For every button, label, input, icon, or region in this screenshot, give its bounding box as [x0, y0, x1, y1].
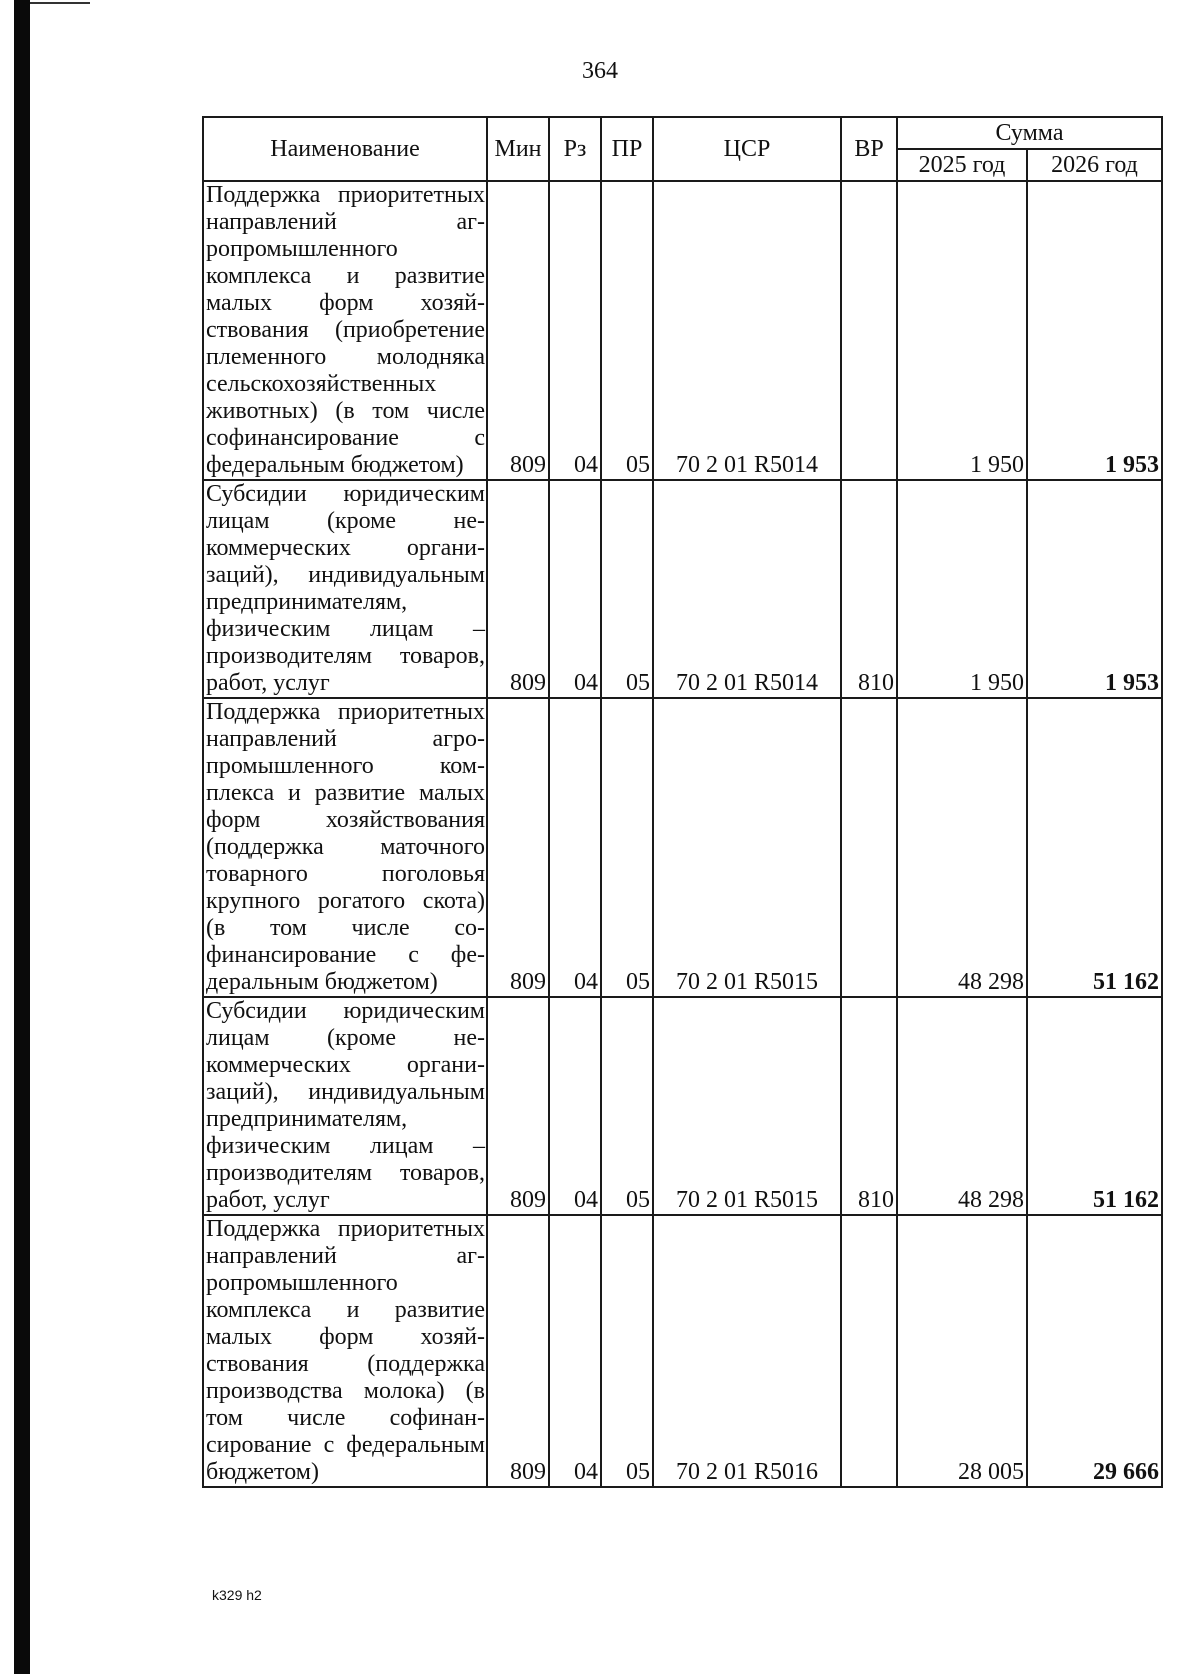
row-csr: 70 2 01 R5016: [653, 1215, 841, 1487]
row-csr: 70 2 01 R5015: [653, 997, 841, 1215]
row-2026: 1 953: [1027, 181, 1162, 480]
scan-edge-shadow: [14, 0, 30, 1674]
row-pr: 05: [601, 698, 653, 997]
header-name: Наименование: [203, 117, 487, 181]
row-vr: 810: [841, 997, 897, 1215]
row-rz: 04: [549, 997, 601, 1215]
row-rz: 04: [549, 181, 601, 480]
table-row: [203, 997, 1162, 1215]
row-csr: 70 2 01 R5015: [653, 698, 841, 997]
header-sum: Сумма: [897, 117, 1162, 149]
header-2025: 2025 год: [897, 149, 1027, 181]
row-name: Поддержка приоритетных направлений агропромышленного комплекса и развитие малых форм хозяйствования (поддержка маточного товарного поголовья крупного рогатого скота) (в том числе софинансирование с федеральным бюджетом): [203, 698, 487, 997]
table-row: [203, 181, 1162, 480]
header-2026: 2026 год: [1027, 149, 1162, 181]
row-pr: 05: [601, 997, 653, 1215]
row-csr: 70 2 01 R5014: [653, 480, 841, 698]
row-pr: 05: [601, 181, 653, 480]
footer-code: k329 h2: [212, 1587, 262, 1603]
table-row: [203, 1215, 1162, 1487]
row-2025: 1 950: [897, 480, 1027, 698]
row-min: 809: [487, 997, 549, 1215]
page-number: 364: [582, 58, 618, 84]
row-2026: 51 162: [1027, 997, 1162, 1215]
row-vr: [841, 1215, 897, 1487]
row-name: Поддержка приоритетных направлений агропромышленного комплекса и развитие малых форм хозяйствования (поддержка производства молока) (в том числе софинансирование с федеральным бюджетом): [203, 1215, 487, 1487]
header-vr: ВР: [841, 117, 897, 181]
header-pr: ПР: [601, 117, 653, 181]
header-min: Мин: [487, 117, 549, 181]
row-2026: 51 162: [1027, 698, 1162, 997]
row-csr: 70 2 01 R5014: [653, 181, 841, 480]
budget-table: [202, 116, 1163, 1488]
row-pr: 05: [601, 1215, 653, 1487]
row-pr: 05: [601, 480, 653, 698]
row-min: 809: [487, 181, 549, 480]
row-2025: 48 298: [897, 698, 1027, 997]
table-row: [203, 698, 1162, 997]
row-rz: 04: [549, 1215, 601, 1487]
row-2025: 28 005: [897, 1215, 1027, 1487]
row-2026: 29 666: [1027, 1215, 1162, 1487]
header-rz: Рз: [549, 117, 601, 181]
row-rz: 04: [549, 698, 601, 997]
header-csr: ЦСР: [653, 117, 841, 181]
row-min: 809: [487, 698, 549, 997]
row-min: 809: [487, 480, 549, 698]
row-name: Поддержка приоритетных направлений агропромышленного комплекса и развитие малых форм хозяйствования (приобретение племенного молодняка сельскохозяйственных животных) (в том числе софинансирование с федеральным бюджетом): [203, 181, 487, 480]
row-2026: 1 953: [1027, 480, 1162, 698]
scan-edge-mark: [30, 2, 90, 4]
row-name: Субсидии юридическим лицам (кроме некоммерческих организаций), индивидуальным предпринимателям, физическим лицам – производителям товаров, работ, услуг: [203, 997, 487, 1215]
row-min: 809: [487, 1215, 549, 1487]
row-2025: 1 950: [897, 181, 1027, 480]
row-vr: [841, 698, 897, 997]
row-name: Субсидии юридическим лицам (кроме некоммерческих организаций), индивидуальным предпринимателям, физическим лицам – производителям товаров, работ, услуг: [203, 480, 487, 698]
row-vr: 810: [841, 480, 897, 698]
table-header-row: [203, 117, 1162, 149]
table-row: [203, 480, 1162, 698]
row-2025: 48 298: [897, 997, 1027, 1215]
row-vr: [841, 181, 897, 480]
row-rz: 04: [549, 480, 601, 698]
